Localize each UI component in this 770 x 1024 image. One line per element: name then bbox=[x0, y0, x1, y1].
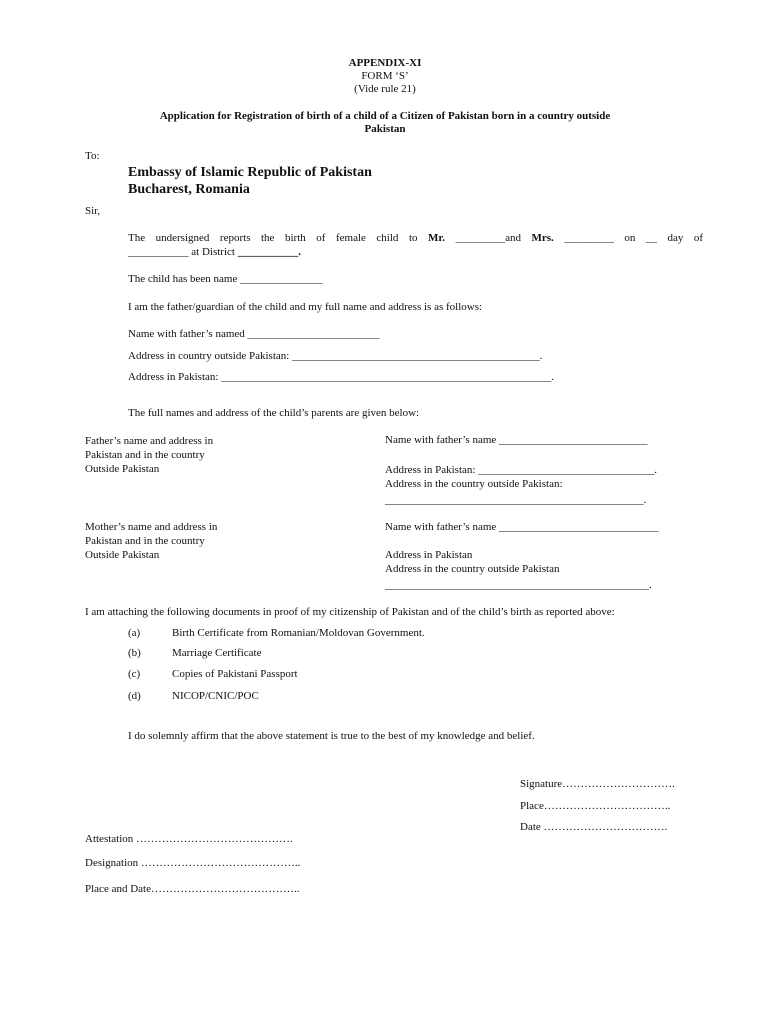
place-and-date-field: Place and Date………………………………….. bbox=[85, 883, 300, 895]
mr-label: Mr. bbox=[428, 232, 446, 244]
to-label: To: bbox=[85, 150, 100, 162]
title-line-1: Application for Registration of birth of a child of a Citizen of Pakistan born in a country outside bbox=[159, 110, 611, 122]
appendix-label: APPENDIX-XI bbox=[348, 57, 422, 69]
address-pakistan-line: Address in Pakistan: ____________________________________________________________. bbox=[128, 371, 554, 383]
document-item: Copies of Pakistani Passport bbox=[172, 668, 298, 680]
mother-address bbox=[385, 548, 652, 592]
title-line-2: Pakistan bbox=[364, 123, 406, 135]
document-item: Marriage Certificate bbox=[172, 647, 262, 659]
mother-label-line-3: Outside Pakistan bbox=[85, 549, 160, 561]
application-title bbox=[0, 110, 770, 136]
form-header bbox=[0, 57, 770, 96]
document-letter: (b) bbox=[128, 647, 141, 659]
parents-intro: The full names and address of the child’s parents are given below: bbox=[128, 407, 420, 419]
affirmation: I do solemnly affirm that the above statement is true to the best of my knowledge and belief. bbox=[128, 730, 535, 742]
district-label: at District bbox=[191, 246, 235, 258]
name-with-father-line: Name with father’s named ________________________ bbox=[128, 328, 380, 340]
father-address-outside-line: _______________________________________________. bbox=[385, 494, 647, 506]
mother-label-line-2: Pakistan and in the country bbox=[85, 535, 205, 547]
date-blank: ___________ bbox=[128, 246, 189, 258]
mother-name-line: Name with father’s name _____________________________ bbox=[385, 521, 659, 533]
day-blank: __ bbox=[645, 232, 657, 244]
document-item: NICOP/CNIC/POC bbox=[172, 690, 259, 702]
father-label-line-1: Father’s name and address in bbox=[85, 435, 214, 447]
and-label: and bbox=[505, 232, 521, 244]
embassy-city: Bucharest, Romania bbox=[128, 182, 250, 197]
mother-label bbox=[85, 520, 217, 562]
salutation: Sir, bbox=[85, 205, 101, 217]
father-address-pakistan: Address in Pakistan: ________________________________. bbox=[385, 464, 657, 476]
day-of-label: day of bbox=[667, 232, 704, 244]
rule-label: (Vide rule 21) bbox=[354, 83, 416, 95]
report-text: The undersigned reports the birth of female child to bbox=[128, 232, 418, 244]
district-blank: ___________. bbox=[237, 246, 301, 258]
embassy-name: Embassy of Islamic Republic of Pakistan bbox=[128, 165, 372, 180]
documents-intro: I am attaching the following documents in proof of my citizenship of Pakistan and of the child’s birth as reported above: bbox=[85, 606, 615, 618]
father-label-line-2: Pakistan and in the country bbox=[85, 449, 205, 461]
document-letter: (d) bbox=[128, 690, 141, 702]
mrs-label: Mrs. bbox=[531, 232, 554, 244]
father-label-line-3: Outside Pakistan bbox=[85, 463, 160, 475]
mother-address-pakistan: Address in Pakistan bbox=[385, 549, 473, 561]
form-label: FORM ‘S’ bbox=[361, 70, 409, 82]
document-letter: (a) bbox=[128, 627, 141, 639]
date-field: Date ……………………………. bbox=[520, 821, 668, 833]
father-address-outside-label: Address in the country outside Pakistan: bbox=[385, 478, 563, 490]
father-intro: I am the father/guardian of the child and my full name and address is as follows: bbox=[128, 301, 483, 313]
place-field: Place…………………………….. bbox=[520, 800, 671, 812]
father-address bbox=[385, 463, 657, 507]
signature-field: Signature…………………………. bbox=[520, 778, 675, 790]
report-line-2 bbox=[128, 246, 301, 258]
father-name-line: Name with father’s name ___________________________ bbox=[385, 434, 648, 446]
mother-address-outside-label: Address in the country outside Pakistan bbox=[385, 563, 560, 575]
mrs-blank: _________ bbox=[564, 232, 614, 244]
address-outside-line: Address in country outside Pakistan: _____________________________________________. bbox=[128, 350, 543, 362]
report-line-1 bbox=[128, 232, 703, 244]
mother-label-line-1: Mother’s name and address in bbox=[85, 521, 218, 533]
father-label bbox=[85, 434, 213, 476]
designation-field: Designation …………………………………….. bbox=[85, 857, 301, 869]
attestation-field: Attestation ……………………………………. bbox=[85, 833, 293, 845]
mother-address-outside-line: ________________________________________________. bbox=[385, 579, 652, 591]
child-name-line: The child has been name _______________ bbox=[128, 273, 323, 285]
on-label: on bbox=[624, 232, 636, 244]
mr-blank: _________ bbox=[455, 232, 506, 244]
document-letter: (c) bbox=[128, 668, 141, 680]
document-item: Birth Certificate from Romanian/Moldovan Government. bbox=[172, 627, 425, 639]
